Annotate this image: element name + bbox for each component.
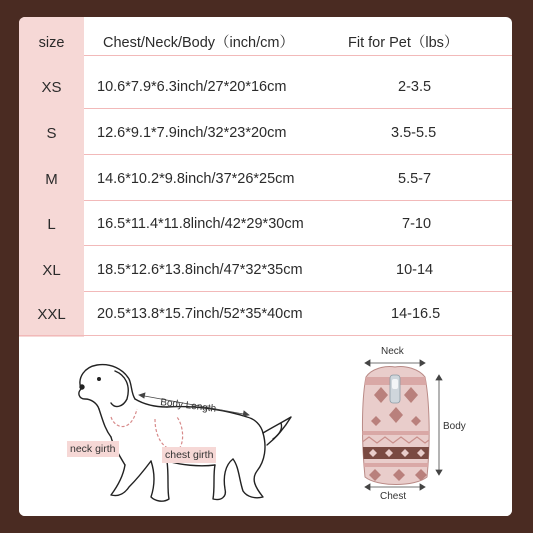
measurement-cell: 16.5*11.4*11.8linch/42*29*30cm <box>97 216 304 232</box>
measurement-cell: 12.6*9.1*7.9inch/32*23*20cm <box>97 125 287 141</box>
size-cell: XS <box>41 79 62 96</box>
neck-girth-label: neck girth <box>67 441 119 457</box>
fit-cell: 5.5-7 <box>398 171 432 187</box>
row-divider <box>84 200 512 201</box>
fit-cell: 10-14 <box>396 262 434 278</box>
header-size: size <box>38 35 65 51</box>
size-cell: S <box>46 125 57 142</box>
size-cell: XL <box>42 262 61 279</box>
fit-cell: 7-10 <box>402 216 432 232</box>
measurement-cell: 18.5*12.6*13.8inch/47*32*35cm <box>97 262 303 278</box>
chest-girth-label: chest girth <box>162 447 216 463</box>
size-cell: M <box>45 171 58 188</box>
row-divider <box>84 154 512 155</box>
measurement-cell: 10.6*7.9*6.3inch/27*20*16cm <box>97 79 287 95</box>
fit-cell: 3.5-5.5 <box>391 125 437 141</box>
chest-label: Chest <box>380 491 407 502</box>
measurement-illustration <box>19 337 512 516</box>
row-divider <box>84 245 512 246</box>
row-divider <box>84 108 512 109</box>
header-fit: Fit for Pet（lbs） <box>348 35 459 51</box>
body-label: Body <box>443 421 466 432</box>
header-divider <box>84 55 512 56</box>
body-length-label: Body Length <box>159 397 217 415</box>
size-chart-card <box>19 17 512 516</box>
row-divider <box>84 291 512 292</box>
neck-label: Neck <box>381 346 404 357</box>
fit-cell: 2-3.5 <box>398 79 432 95</box>
size-cell: L <box>47 216 56 233</box>
sweater-illustration <box>19 337 512 516</box>
table-bottom-divider <box>19 335 512 336</box>
size-cell: XXL <box>37 306 66 323</box>
fit-cell: 14-16.5 <box>391 306 441 322</box>
measurement-cell: 20.5*13.8*15.7inch/52*35*40cm <box>97 306 303 322</box>
header-measurements: Chest/Neck/Body（inch/cm） <box>103 35 294 51</box>
measurement-cell: 14.6*10.2*9.8inch/37*26*25cm <box>97 171 295 187</box>
